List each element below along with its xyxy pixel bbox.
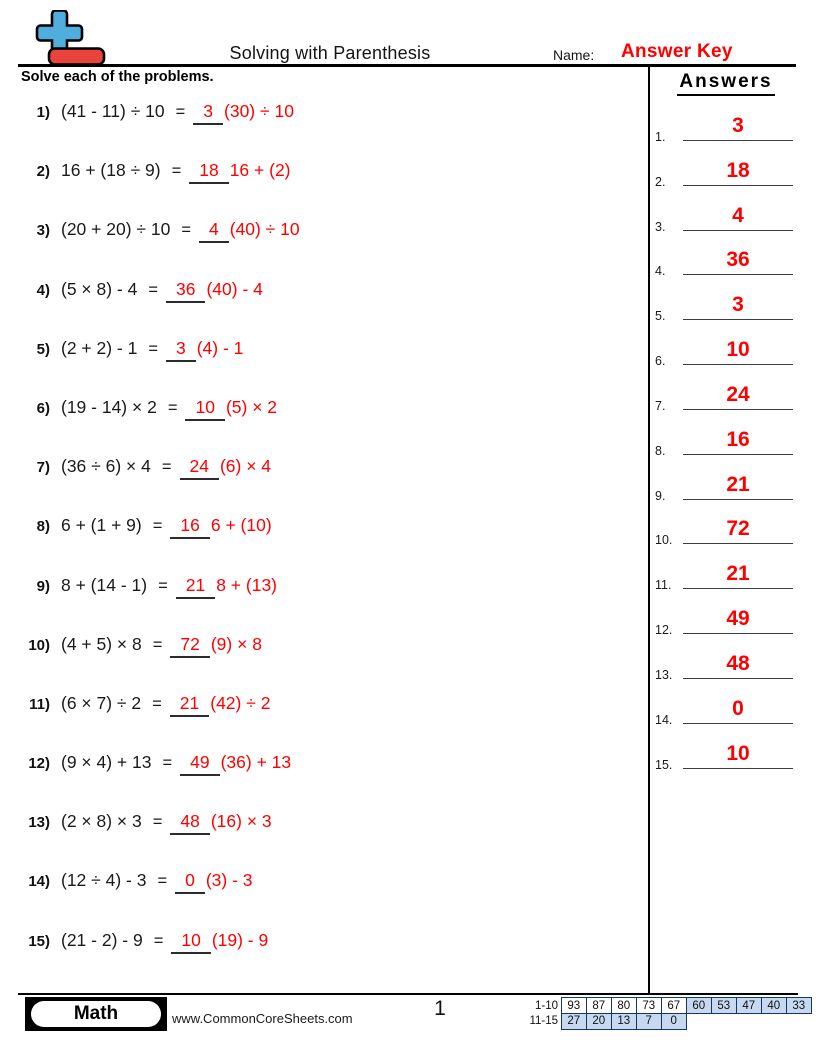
problem-expression: (21 - 2) - 9 xyxy=(61,929,143,950)
equals-sign: = xyxy=(162,754,173,773)
problem-row xyxy=(20,750,644,809)
header-rule xyxy=(18,64,796,67)
answer-number: 5. xyxy=(655,309,666,324)
equals-sign: = xyxy=(171,162,182,181)
score-cell: 40 xyxy=(761,997,788,1014)
answer-number: 4. xyxy=(655,264,666,279)
answer-blank: 18 xyxy=(189,160,228,184)
problem-expression: (4 + 5) × 8 xyxy=(61,633,142,654)
problem-row xyxy=(20,928,644,987)
score-cell: 20 xyxy=(586,1013,613,1030)
answer-line xyxy=(683,421,793,455)
answer-value: 16 xyxy=(726,427,750,451)
answer-line xyxy=(683,241,793,275)
problem-number: 12) xyxy=(28,755,50,773)
equals-sign: = xyxy=(148,339,158,358)
score-cell: 80 xyxy=(611,997,638,1014)
answer-blank: 72 xyxy=(170,634,209,658)
score-cell: 67 xyxy=(661,997,688,1014)
answer-work: (30) ÷ 10 xyxy=(224,101,294,121)
answer-number: 9. xyxy=(655,488,666,503)
answer-row xyxy=(653,287,796,332)
answers-heading-wrap xyxy=(656,71,796,96)
score-table xyxy=(526,997,812,1030)
problem-expression: (2 × 8) × 3 xyxy=(61,811,142,832)
problem-row xyxy=(20,395,644,454)
page-number: 1 xyxy=(434,997,446,1020)
answer-blank: 16 xyxy=(170,515,209,539)
answer-value: 10 xyxy=(726,741,750,765)
equals-sign: = xyxy=(181,221,191,240)
site-url: www.CommonCoreSheets.com xyxy=(172,1011,353,1026)
answer-blank: 21 xyxy=(176,575,215,599)
answer-work: (16) × 3 xyxy=(210,811,272,832)
answer-number: 15. xyxy=(655,757,673,772)
problem-number: 3) xyxy=(36,222,50,240)
equals-sign: = xyxy=(148,280,158,299)
problem-number: 2) xyxy=(36,163,50,181)
answer-work: (6) × 4 xyxy=(219,456,272,477)
answer-line xyxy=(683,331,793,365)
score-cell: 47 xyxy=(736,997,763,1014)
footer-rule xyxy=(18,993,798,995)
answer-row xyxy=(653,422,796,467)
problem-row xyxy=(20,573,644,632)
answer-row xyxy=(653,646,796,691)
answer-line xyxy=(683,510,793,544)
answer-number: 13. xyxy=(655,667,673,682)
answer-blank: 21 xyxy=(170,693,209,717)
problem-expression: (12 ÷ 4) - 3 xyxy=(61,870,147,891)
answer-blank: 24 xyxy=(180,456,219,480)
problem-row xyxy=(20,868,644,927)
minus-icon xyxy=(49,49,104,65)
problem-number: 4) xyxy=(36,281,50,299)
problem-row xyxy=(20,513,644,572)
answer-blank: 10 xyxy=(171,930,210,954)
problem-expression: (2 + 2) - 1 xyxy=(61,337,138,358)
answer-number: 12. xyxy=(655,623,673,638)
equals-sign: = xyxy=(175,103,186,121)
problem-number: 6) xyxy=(36,399,50,417)
answer-row xyxy=(653,153,796,198)
problem-expression: 6 + (1 + 9) xyxy=(61,515,142,536)
answer-value: 49 xyxy=(726,607,750,631)
answer-line xyxy=(683,645,793,679)
problem-expression: (5 × 8) - 4 xyxy=(61,278,138,299)
answer-row xyxy=(653,198,796,243)
answer-work: (40) ÷ 10 xyxy=(229,219,300,240)
score-row-1 xyxy=(526,997,812,1014)
subject-badge xyxy=(25,997,167,1031)
answer-work: 8 + (13) xyxy=(216,574,278,595)
problem-number: 9) xyxy=(36,577,50,595)
answer-value: 18 xyxy=(726,158,750,182)
problem-row xyxy=(20,99,644,158)
answer-key-value: Answer Key xyxy=(621,41,733,62)
answer-work: (3) - 3 xyxy=(205,870,253,891)
page-title: Solving with Parenthesis xyxy=(229,43,431,63)
answers-heading: Answers xyxy=(677,71,774,96)
answer-row xyxy=(653,108,796,153)
answer-blank: 4 xyxy=(199,219,229,243)
problem-expression: (19 - 14) × 2 xyxy=(61,396,157,417)
name-label: Name: xyxy=(553,47,595,63)
score-cell: 73 xyxy=(636,997,663,1014)
problem-number: 10) xyxy=(28,636,50,654)
answer-line xyxy=(683,376,793,410)
answer-value: 72 xyxy=(726,517,750,541)
problem-expression: (9 × 4) + 13 xyxy=(61,752,152,773)
answer-number: 3. xyxy=(655,219,666,234)
answer-work: (9) × 8 xyxy=(210,633,262,654)
score-cell: 27 xyxy=(561,1013,588,1030)
answer-work: (42) ÷ 2 xyxy=(210,692,271,713)
problem-expression: (41 - 11) ÷ 10 xyxy=(61,101,165,121)
answer-work: (4) - 1 xyxy=(196,337,244,358)
equals-sign: = xyxy=(167,398,178,417)
answer-number: 2. xyxy=(655,174,666,189)
answer-work: (5) × 2 xyxy=(225,396,278,417)
score-cell: 0 xyxy=(661,1013,688,1030)
answer-value: 10 xyxy=(726,338,750,362)
equals-sign: = xyxy=(152,694,162,713)
instructions: Solve each of the problems. xyxy=(21,69,214,85)
answer-number: 7. xyxy=(655,398,666,413)
answer-value: 24 xyxy=(726,382,750,406)
answer-number: 1. xyxy=(655,129,666,144)
answer-value: 21 xyxy=(726,562,750,586)
score-row-2 xyxy=(526,1013,812,1030)
answer-blank: 36 xyxy=(166,279,205,303)
score-cell: 33 xyxy=(786,997,813,1014)
answer-row xyxy=(653,556,796,601)
answer-work: (40) - 4 xyxy=(206,278,263,299)
problem-number: 11) xyxy=(29,695,50,713)
equals-sign: = xyxy=(158,576,168,595)
problem-row xyxy=(20,632,644,691)
answer-work: (19) - 9 xyxy=(211,929,269,950)
equals-sign: = xyxy=(157,872,168,891)
answer-line xyxy=(683,690,793,724)
problem-number: 13) xyxy=(28,814,50,832)
answer-number: 11. xyxy=(655,578,672,593)
problem-number: 7) xyxy=(36,459,50,477)
answer-row xyxy=(653,736,796,781)
score-row-label: 11-15 xyxy=(529,1015,558,1027)
answer-blank: 49 xyxy=(180,752,219,776)
plus-minus-logo-icon xyxy=(24,10,112,66)
problem-row xyxy=(20,336,644,395)
answer-blank: 10 xyxy=(185,397,224,421)
subject-label: Math xyxy=(73,1003,119,1024)
answer-number: 8. xyxy=(655,443,666,458)
answer-blank: 3 xyxy=(193,101,223,125)
answer-row xyxy=(653,512,796,557)
problem-row xyxy=(20,277,644,336)
score-cell: 13 xyxy=(611,1013,638,1030)
score-cell: 60 xyxy=(686,997,713,1014)
answer-work: 16 + (2) xyxy=(229,160,291,181)
problems-list xyxy=(20,99,644,987)
answer-row xyxy=(653,243,796,288)
subject-pill xyxy=(31,1001,161,1027)
problem-expression: 16 + (18 ÷ 9) xyxy=(61,160,161,181)
equals-sign: = xyxy=(152,813,163,832)
score-cell: 93 xyxy=(561,997,588,1014)
problem-number: 14) xyxy=(28,873,50,891)
answer-row xyxy=(653,377,796,422)
answer-work: 6 + (10) xyxy=(210,515,272,536)
answer-row xyxy=(653,601,796,646)
score-row-label: 1-10 xyxy=(534,999,558,1012)
answer-blank: 3 xyxy=(166,338,196,362)
answer-value: 3 xyxy=(732,113,744,137)
answer-value: 4 xyxy=(732,203,744,227)
answer-line xyxy=(683,735,793,769)
answer-line xyxy=(683,107,793,141)
answer-number: 14. xyxy=(655,712,673,727)
problem-expression: (36 ÷ 6) × 4 xyxy=(61,456,151,477)
problem-number: 8) xyxy=(36,518,50,536)
answer-line xyxy=(683,197,793,231)
answer-row xyxy=(653,332,796,377)
answer-blank: 48 xyxy=(170,811,209,835)
problem-row xyxy=(20,809,644,868)
problem-number: 15) xyxy=(28,932,50,950)
answer-row xyxy=(653,467,796,512)
problem-row xyxy=(20,454,644,513)
equals-sign: = xyxy=(153,931,164,950)
problem-row xyxy=(20,158,644,217)
equals-sign: = xyxy=(152,635,163,654)
answer-row xyxy=(653,691,796,736)
answer-line xyxy=(683,600,793,634)
answer-value: 48 xyxy=(726,651,750,675)
answer-work: (36) + 13 xyxy=(220,752,292,773)
problem-number: 1) xyxy=(36,104,50,121)
answer-line xyxy=(683,555,793,589)
problem-row xyxy=(20,691,644,750)
answer-blank: 0 xyxy=(175,870,205,894)
answer-value: 3 xyxy=(732,293,744,317)
problem-expression: (6 × 7) ÷ 2 xyxy=(61,692,142,713)
answers-column xyxy=(653,108,796,781)
answer-line xyxy=(683,466,793,500)
equals-sign: = xyxy=(152,517,163,536)
equals-sign: = xyxy=(161,458,172,477)
problem-expression: (20 + 20) ÷ 10 xyxy=(61,219,171,240)
answer-number: 10. xyxy=(655,533,673,548)
answer-line xyxy=(683,286,793,320)
column-separator xyxy=(648,67,650,993)
answer-value: 21 xyxy=(726,472,750,496)
answer-line xyxy=(683,152,793,186)
answer-value: 0 xyxy=(732,696,744,720)
score-cell: 87 xyxy=(586,997,613,1014)
problem-number: 5) xyxy=(36,340,50,358)
answer-value: 36 xyxy=(726,248,750,272)
score-cell: 53 xyxy=(711,997,738,1014)
problem-expression: 8 + (14 - 1) xyxy=(61,574,148,595)
answer-number: 6. xyxy=(655,354,666,369)
score-cell: 7 xyxy=(636,1013,663,1030)
problem-row xyxy=(20,217,644,276)
